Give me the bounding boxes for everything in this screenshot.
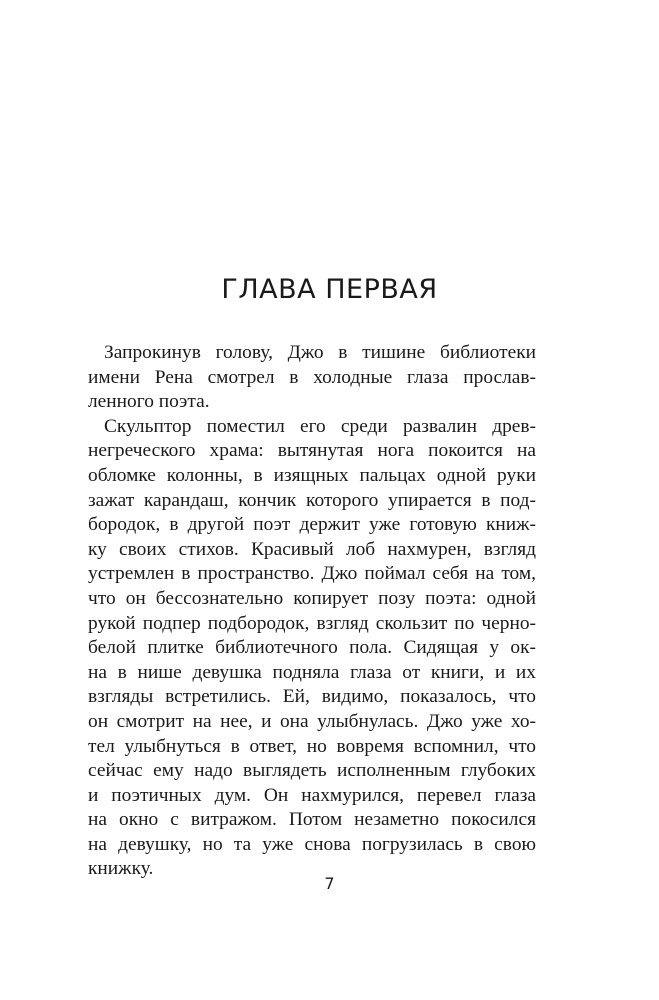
text-line: на девушку, но та уже снова погрузилась в свою bbox=[88, 833, 536, 855]
text-line: сейчас ему надо выглядеть исполненным глубоких bbox=[88, 760, 536, 782]
text-line: Скульптор поместил его среди развалин древ- bbox=[104, 415, 536, 437]
text-line: взгляды встретились. Ей, видимо, показалось, что bbox=[88, 686, 536, 708]
text-line: книжку. bbox=[88, 858, 154, 880]
text-line: бородок, в другой поэт держит уже готовую книж- bbox=[88, 514, 536, 536]
text-line: устремлен в пространство. Джо поймал себя на том, bbox=[88, 563, 536, 585]
text-line: что он бессознательно копирует позу поэта: одной bbox=[88, 587, 536, 609]
text-line: имени Рена смотрел в холодные глаза прослав- bbox=[88, 366, 536, 388]
text-line: рукой подпер подбородок, взгляд скользит по черно- bbox=[88, 612, 536, 634]
text-line: негреческого храма: вытянутая нога покоится на bbox=[88, 440, 536, 462]
text-line: ку своих стихов. Красивый лоб нахмурен, взгляд bbox=[88, 538, 536, 560]
text-line: Запрокинув голову, Джо в тишине библиотеки bbox=[104, 342, 536, 363]
text-line: тел улыбнуться в ответ, но вовремя вспомнил, что bbox=[88, 735, 536, 757]
text-line: белой плитке библиотечного пола. Сидящая у ок- bbox=[88, 637, 536, 659]
chapter-title: ГЛАВА ПЕРВАЯ bbox=[221, 274, 438, 305]
text-line: ленного поэта. bbox=[88, 391, 210, 413]
text-line: он смотрит на нее, и она улыбнулась. Джо уже хо- bbox=[88, 710, 536, 732]
text-line: зажат карандаш, кончик которого упирается в под- bbox=[88, 489, 536, 511]
text-line: обломке колонны, в изящных пальцах одной руки bbox=[88, 464, 536, 486]
page-number: 7 bbox=[324, 874, 335, 893]
body-text bbox=[88, 341, 536, 882]
text-line: на в нише девушка подняла глаза от книги, и их bbox=[88, 661, 536, 683]
text-line: на окно с витражом. Потом незаметно покосился bbox=[88, 809, 536, 831]
text-line: и поэтичных дум. Он нахмурился, перевел глаза bbox=[88, 784, 536, 806]
